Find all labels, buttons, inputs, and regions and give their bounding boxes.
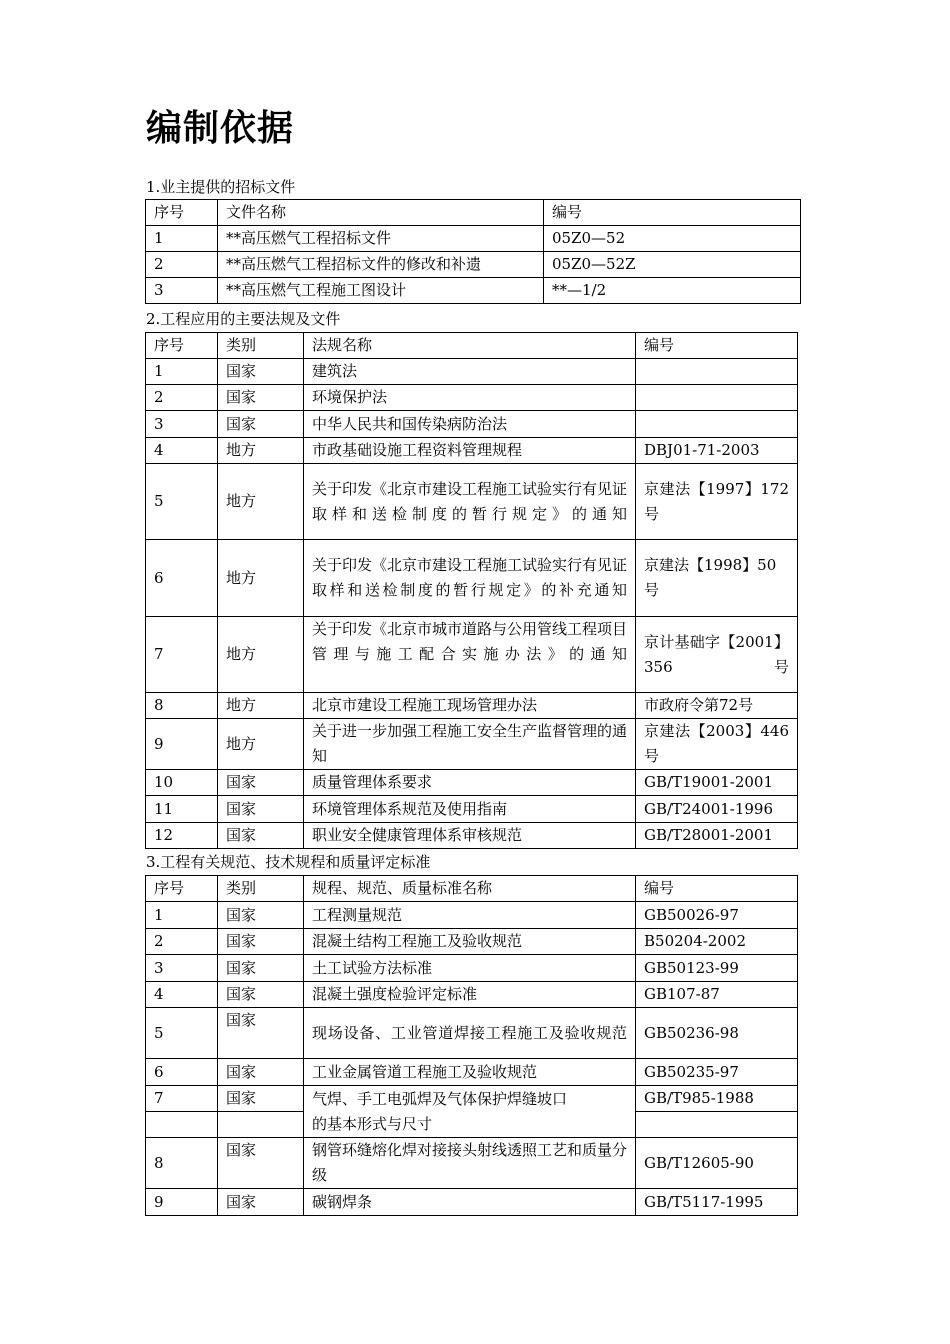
table-cell: 京计基础字【2001】356号	[636, 617, 798, 693]
table-cell: 国家	[218, 411, 304, 438]
table-cell: 5	[146, 1008, 218, 1059]
table-cell: 国家	[218, 1138, 304, 1189]
table-cell: GB50236-98	[636, 1008, 798, 1059]
table-cell: 京建法【2003】446号	[636, 719, 798, 770]
table-cell: GB107-87	[636, 982, 798, 1008]
table-row	[146, 902, 798, 929]
table-cell: 工业金属管道工程施工及验收规范	[304, 1059, 636, 1086]
header-cell: 类别	[218, 333, 304, 359]
table-cell: 关于印发《北京市城市道路与公用管线工程项目管理与施工配合实施办法》的通知	[304, 617, 636, 693]
table-cell: B50204-2002	[636, 929, 798, 955]
table-cell: 10	[146, 770, 218, 796]
table-cell: 1	[146, 359, 218, 385]
table-cell: 11	[146, 796, 218, 823]
header-cell: 类别	[218, 876, 304, 902]
table-cell: 碳钢焊条	[304, 1189, 636, 1216]
table-cell: 地方	[218, 464, 304, 540]
table-cell: 地方	[218, 693, 304, 719]
header-cell: 法规名称	[304, 333, 636, 359]
table-cell: 混凝土结构工程施工及验收规范	[304, 929, 636, 955]
table-cell: **高压燃气工程招标文件的修改和补遗	[218, 252, 544, 278]
table-header-row	[146, 876, 798, 902]
table-cell: 1	[146, 902, 218, 929]
table-cell: 05Z0—52Z	[544, 252, 801, 278]
table-cell: 2	[146, 252, 218, 278]
table-cell: 国家	[218, 902, 304, 929]
bid-documents-table	[145, 199, 801, 304]
header-cell: 序号	[146, 876, 218, 902]
table-row	[146, 693, 798, 719]
table-cell: GB50026-97	[636, 902, 798, 929]
table-row	[146, 411, 798, 438]
table-row	[146, 1138, 798, 1189]
table-cell: 6	[146, 540, 218, 617]
table-cell: 关于印发《北京市建设工程施工试验实行有见证取样和送检制度的暂行规定》的补充通知	[304, 540, 636, 617]
header-cell: 编号	[636, 333, 798, 359]
header-cell: 规程、规范、质量标准名称	[304, 876, 636, 902]
table-cell: GB/T5117-1995	[636, 1189, 798, 1216]
header-cell: 序号	[146, 200, 218, 226]
table-cell	[636, 411, 798, 438]
empty-cell	[146, 1112, 218, 1138]
table-cell: 建筑法	[304, 359, 636, 385]
header-cell: 序号	[146, 333, 218, 359]
table-cell: 钢管环缝熔化焊对接接头射线透照工艺和质量分级	[304, 1138, 636, 1189]
table-cell: GB/T24001-1996	[636, 796, 798, 823]
table-cell: 国家	[218, 1189, 304, 1216]
table-cell: 3	[146, 411, 218, 438]
table-row	[146, 1008, 798, 1059]
table-cell: 环境保护法	[304, 385, 636, 411]
standards-table	[145, 875, 798, 1216]
table-cell	[636, 385, 798, 411]
table-cell: 职业安全健康管理体系审核规范	[304, 823, 636, 849]
table-cell: 4	[146, 438, 218, 464]
table-cell: 5	[146, 464, 218, 540]
header-cell: 编号	[544, 200, 801, 226]
table-cell: 土工试验方法标准	[304, 955, 636, 982]
table-row	[146, 359, 798, 385]
table-cell: 7	[146, 617, 218, 693]
table-row	[146, 1086, 798, 1112]
table-cell: 国家	[218, 982, 304, 1008]
table-row	[146, 823, 798, 849]
table-cell: GB50235-97	[636, 1059, 798, 1086]
table-cell: **高压燃气工程施工图设计	[218, 278, 544, 304]
table-cell: 环境管理体系规范及使用指南	[304, 796, 636, 823]
table-cell: 1	[146, 226, 218, 252]
section1-caption: 1.业主提供的招标文件	[146, 178, 296, 196]
table-cell: **—1/2	[544, 278, 801, 304]
table-cell: 关于进一步加强工程施工安全生产监督管理的通知	[304, 719, 636, 770]
empty-cell	[218, 1112, 304, 1138]
page-title: 编制依据	[146, 108, 295, 149]
table-cell: 3	[146, 955, 218, 982]
table-row	[146, 796, 798, 823]
table-row	[146, 955, 798, 982]
table-cell: GB/T985-1988	[636, 1086, 798, 1112]
table-cell: 05Z0—52	[544, 226, 801, 252]
table-cell: GB50123-99	[636, 955, 798, 982]
table-cell: 北京市建设工程施工现场管理办法	[304, 693, 636, 719]
section3-caption: 3.工程有关规范、技术规程和质量评定标准	[146, 853, 431, 871]
header-cell: 文件名称	[218, 200, 544, 226]
table-cell: 国家	[218, 1059, 304, 1086]
table-cell: 3	[146, 278, 218, 304]
table-cell: 地方	[218, 617, 304, 693]
table-cell: 地方	[218, 540, 304, 617]
table-row	[146, 719, 798, 770]
table-cell: 地方	[218, 438, 304, 464]
table-cell: 混凝土强度检验评定标准	[304, 982, 636, 1008]
empty-cell	[636, 1112, 798, 1138]
table-cell: 市政府令第72号	[636, 693, 798, 719]
table-cell	[636, 359, 798, 385]
table-row	[146, 982, 798, 1008]
table-row	[146, 226, 801, 252]
table-cell: GB/T28001-2001	[636, 823, 798, 849]
table-header-row	[146, 200, 801, 226]
table-cell: 2	[146, 929, 218, 955]
table-row	[146, 540, 798, 617]
table-row	[146, 252, 801, 278]
table-cell: 国家	[218, 1008, 304, 1059]
table-header-row	[146, 333, 798, 359]
table-cell: GB/T19001-2001	[636, 770, 798, 796]
table-row	[146, 1059, 798, 1086]
table-cell: 国家	[218, 955, 304, 982]
table-cell: 国家	[218, 1086, 304, 1112]
table-cell: DBJ01-71-2003	[636, 438, 798, 464]
table-cell: 国家	[218, 823, 304, 849]
table-cell: 8	[146, 1138, 218, 1189]
table-cell: 9	[146, 719, 218, 770]
header-cell: 编号	[636, 876, 798, 902]
table-cell: 2	[146, 385, 218, 411]
table-cell: 质量管理体系要求	[304, 770, 636, 796]
table-row	[146, 278, 801, 304]
table-cell: 6	[146, 1059, 218, 1086]
table-row	[146, 1189, 798, 1216]
table-cell: 地方	[218, 719, 304, 770]
table-cell: 4	[146, 982, 218, 1008]
table-cell: **高压燃气工程招标文件	[218, 226, 544, 252]
table-cell: 国家	[218, 385, 304, 411]
table-cell: 现场设备、工业管道焊接工程施工及验收规范	[304, 1008, 636, 1059]
section2-caption: 2.工程应用的主要法规及文件	[146, 310, 341, 328]
table-cell: 市政基础设施工程资料管理规程	[304, 438, 636, 464]
table-cell: 京建法【1998】50号	[636, 540, 798, 617]
table-cell: 工程测量规范	[304, 902, 636, 929]
table-cell: 气焊、手工电弧焊及气体保护焊缝坡口的基本形式与尺寸	[304, 1086, 636, 1138]
table-cell: 8	[146, 693, 218, 719]
table-row	[146, 617, 798, 693]
table-cell: 国家	[218, 796, 304, 823]
table-cell: 国家	[218, 770, 304, 796]
table-row	[146, 770, 798, 796]
table-cell: 12	[146, 823, 218, 849]
table-cell: 中华人民共和国传染病防治法	[304, 411, 636, 438]
table-row	[146, 385, 798, 411]
table-cell: 国家	[218, 359, 304, 385]
table-cell: GB/T12605-90	[636, 1138, 798, 1189]
table-cell: 关于印发《北京市建设工程施工试验实行有见证取样和送检制度的暂行规定》的通知	[304, 464, 636, 540]
table-row	[146, 438, 798, 464]
table-row	[146, 464, 798, 540]
table-cell: 7	[146, 1086, 218, 1112]
table-cell: 京建法【1997】172号	[636, 464, 798, 540]
regulations-table	[145, 332, 798, 849]
table-row	[146, 929, 798, 955]
table-cell: 国家	[218, 929, 304, 955]
table-cell: 9	[146, 1189, 218, 1216]
